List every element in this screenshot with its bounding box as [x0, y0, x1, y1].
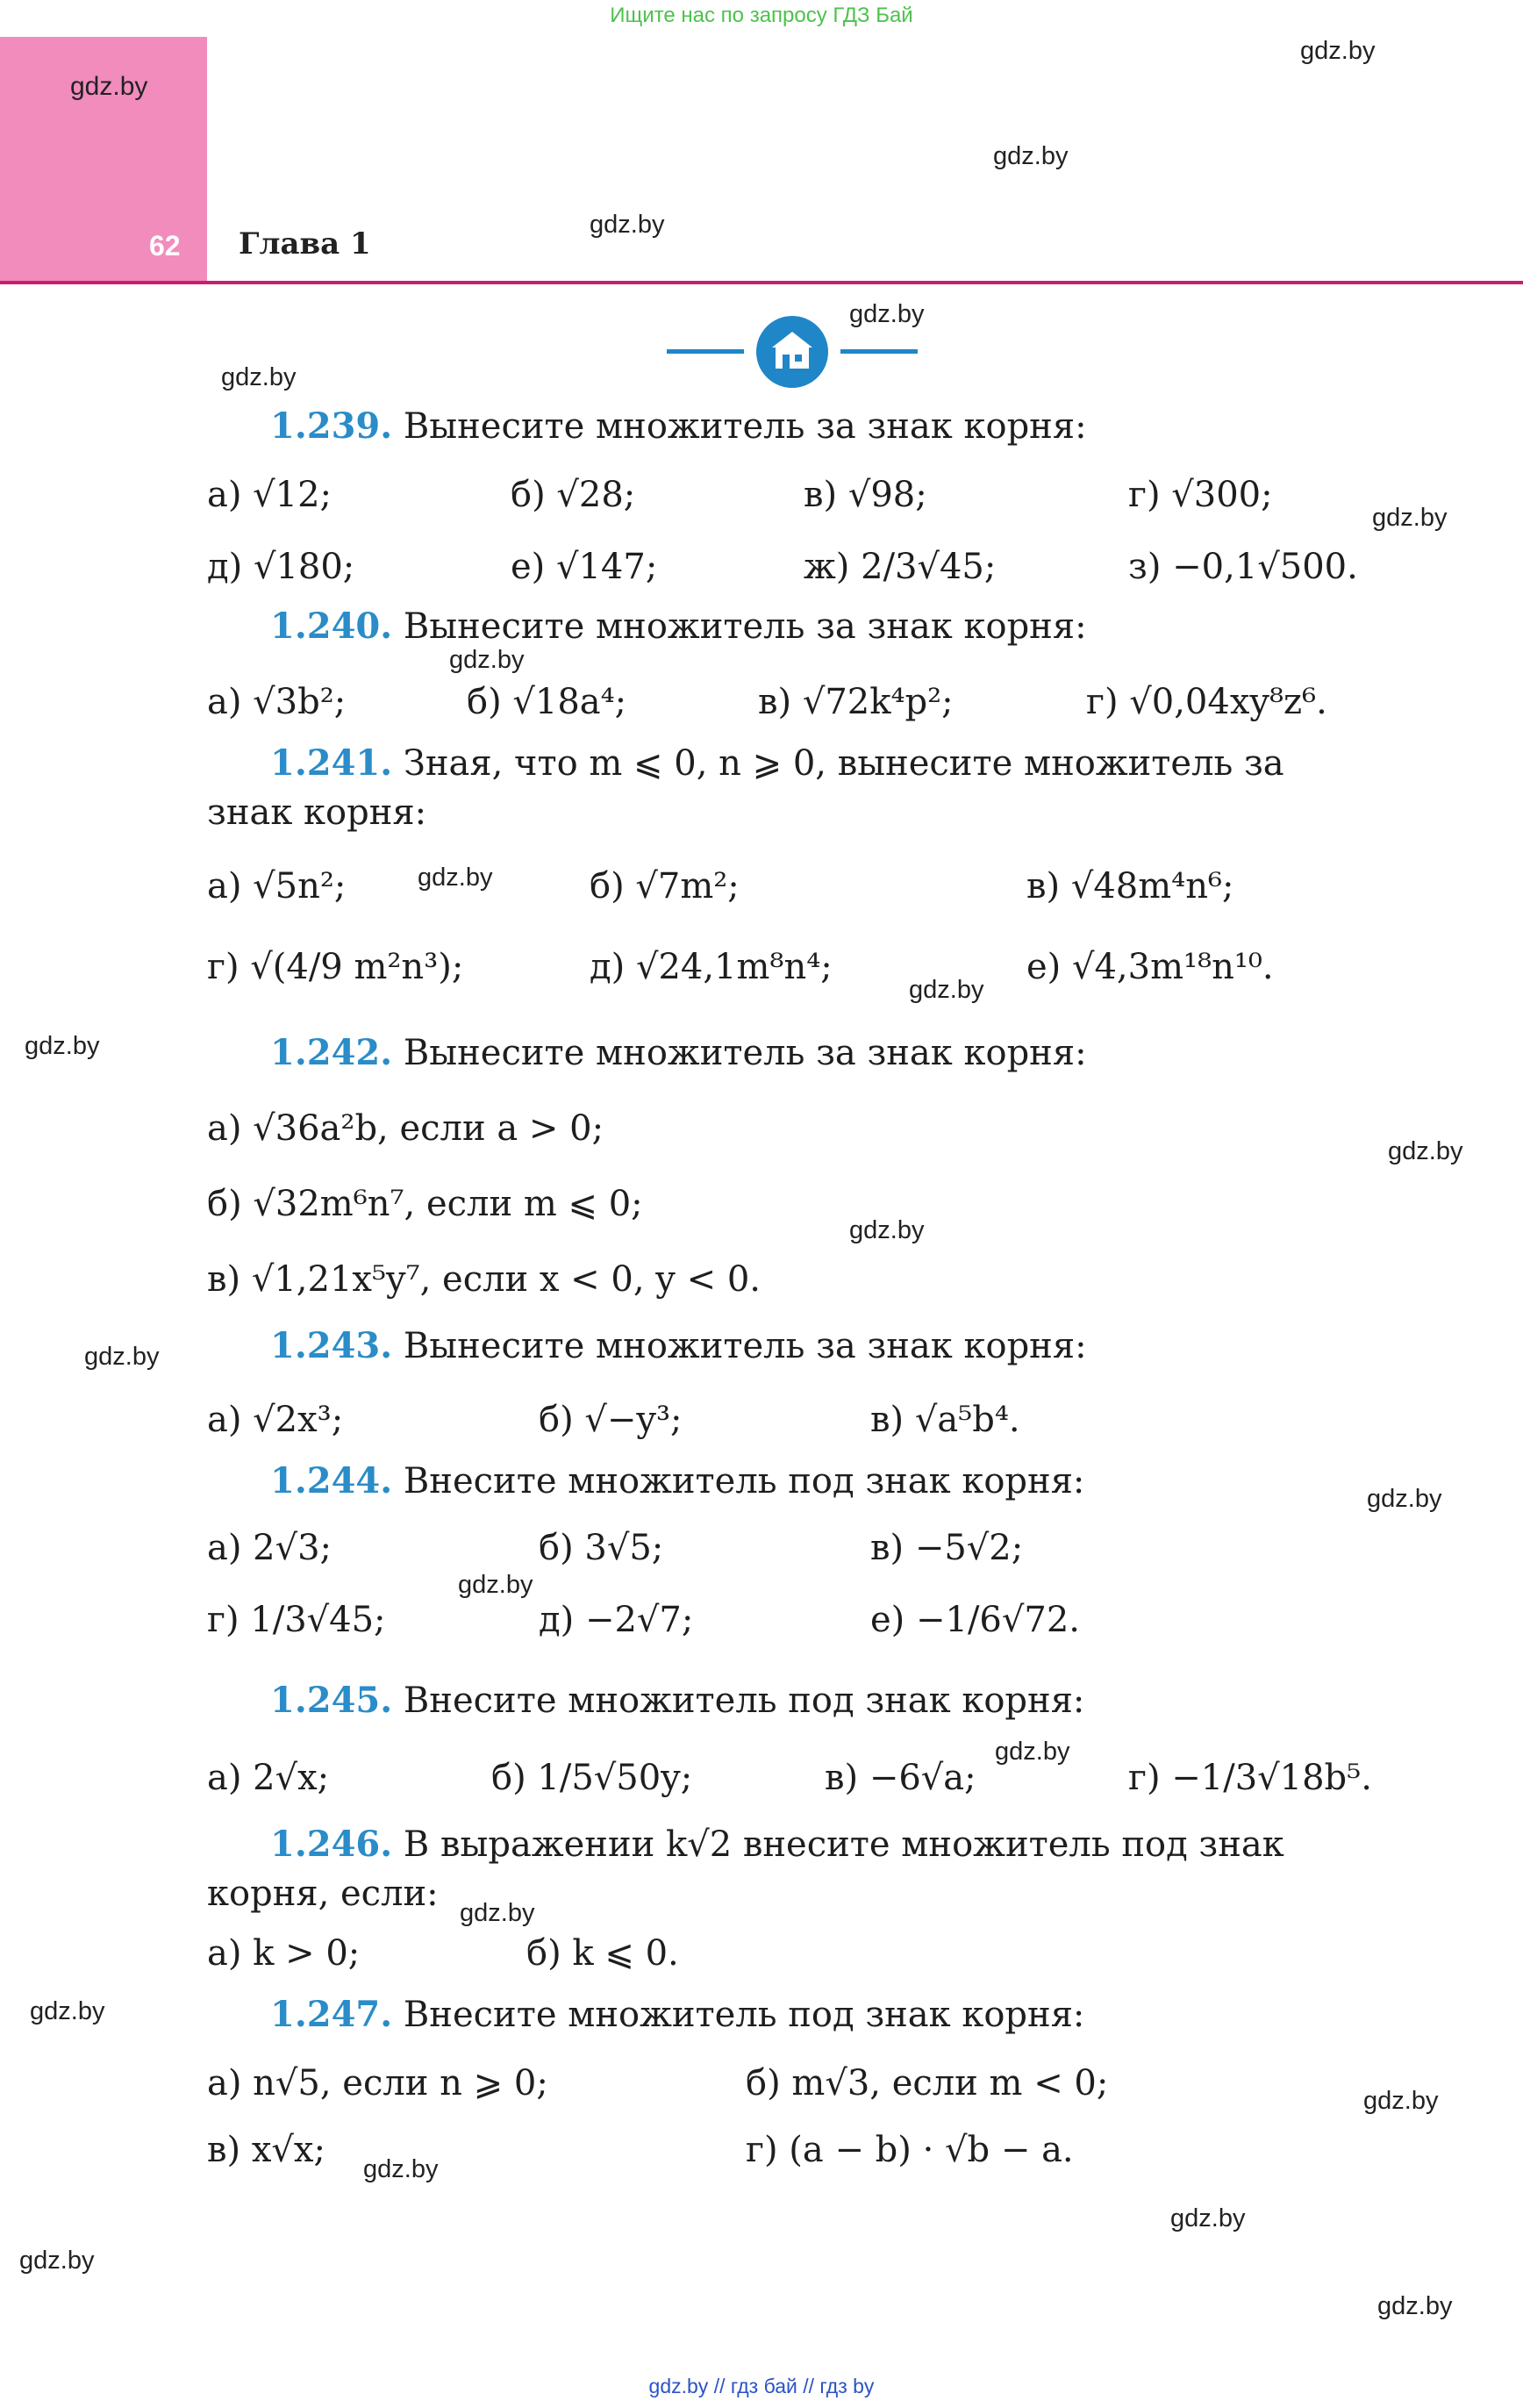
- answer-item: д) √24,1m⁸n⁴;: [590, 947, 833, 987]
- top-banner: Ищите нас по запросу ГДЗ Бай: [610, 4, 913, 27]
- watermark: gdz.by: [458, 1571, 533, 1599]
- answer-item: г) (a − b) · √b − a.: [746, 2130, 1074, 2170]
- watermark: gdz.by: [70, 72, 148, 101]
- exercise-heading: [270, 1992, 1084, 2038]
- exercise-heading: [270, 604, 1087, 649]
- answer-item: а) √3b²;: [207, 682, 347, 722]
- page-tab: [0, 37, 207, 283]
- answer-item: а) n√5, если n ⩾ 0;: [207, 2063, 548, 2103]
- answer-line: б) √32m⁶n⁷, если m ⩽ 0;: [207, 1184, 643, 1224]
- watermark: gdz.by: [19, 2247, 95, 2275]
- watermark: gdz.by: [1372, 504, 1448, 532]
- answer-item: а) √2x³;: [207, 1400, 344, 1440]
- watermark: gdz.by: [849, 300, 925, 328]
- watermark: gdz.by: [1367, 1485, 1442, 1513]
- answer-item: г) −1/3√18b⁵.: [1128, 1758, 1372, 1798]
- answer-item: г) √0,04xy⁸z⁶.: [1086, 682, 1327, 722]
- answer-item: д) −2√7;: [539, 1600, 694, 1640]
- answer-item: б) k ⩽ 0.: [526, 1933, 679, 1974]
- answer-item: з) −0,1√500.: [1128, 547, 1358, 587]
- watermark: gdz.by: [1300, 37, 1376, 65]
- watermark: gdz.by: [993, 142, 1069, 170]
- answer-item: б) √7m²;: [590, 866, 740, 907]
- exercise-heading: [270, 1678, 1084, 1724]
- answer-item: а) 2√3;: [207, 1528, 332, 1568]
- answer-item: а) k > 0;: [207, 1933, 361, 1974]
- page-number: 62: [149, 230, 181, 262]
- exercise-text: Зная, что m ⩽ 0, n ⩾ 0, вынесите множитель за: [403, 743, 1284, 784]
- watermark: gdz.by: [449, 646, 525, 674]
- answer-item: а) 2√x;: [207, 1758, 330, 1798]
- exercise-text: Внесите множитель под знак корня:: [403, 1461, 1085, 1501]
- answer-item: г) √(4/9 m²n³);: [207, 947, 464, 987]
- divider-line: [667, 349, 744, 354]
- answer-item: б) 3√5;: [539, 1528, 664, 1568]
- exercise-number: 1.243.: [270, 1325, 393, 1366]
- exercise-number: 1.244.: [270, 1460, 393, 1501]
- answer-item: б) 1/5√50y;: [491, 1758, 693, 1798]
- answer-line: в) √1,21x⁵y⁷, если x < 0, y < 0.: [207, 1259, 761, 1300]
- exercise-text-continued: корня, если:: [207, 1874, 439, 1914]
- exercise-number: 1.239.: [270, 405, 393, 447]
- answer-item: а) √12;: [207, 475, 332, 515]
- exercise-heading: [270, 741, 1284, 786]
- answer-item: в) √48m⁴n⁶;: [1026, 866, 1234, 907]
- answer-item: б) √28;: [511, 475, 636, 515]
- answer-item: б) √−y³;: [539, 1400, 683, 1440]
- watermark: gdz.by: [418, 864, 493, 892]
- answer-item: д) √180;: [207, 547, 355, 587]
- exercise-heading: [270, 1030, 1087, 1076]
- exercise-text: Вынесите множитель за знак корня:: [403, 406, 1087, 447]
- watermark: gdz.by: [1388, 1137, 1463, 1165]
- watermark: gdz.by: [30, 1997, 105, 2025]
- exercise-number: 1.242.: [270, 1032, 393, 1073]
- watermark: gdz.by: [1170, 2204, 1246, 2232]
- exercise-text: Внесите множитель под знак корня:: [403, 1995, 1085, 2035]
- answer-item: б) m√3, если m < 0;: [746, 2063, 1109, 2103]
- footer-links[interactable]: gdz.by // гдз бай // гдз by: [648, 2375, 875, 2397]
- watermark: gdz.by: [221, 363, 297, 391]
- watermark: gdz.by: [1363, 2087, 1439, 2115]
- exercise-number: 1.247.: [270, 1994, 393, 2035]
- answer-item: е) √4,3m¹⁸n¹⁰.: [1026, 947, 1274, 987]
- watermark: gdz.by: [909, 976, 984, 1004]
- exercise-text: Вынесите множитель за знак корня:: [403, 1326, 1087, 1366]
- answer-item: е) −1/6√72.: [870, 1600, 1080, 1640]
- watermark: gdz.by: [25, 1032, 100, 1060]
- watermark: gdz.by: [460, 1899, 535, 1927]
- exercise-heading: [270, 1458, 1084, 1504]
- answer-line: а) √36a²b, если a > 0;: [207, 1108, 604, 1149]
- home-icon: [756, 316, 828, 388]
- exercise-number: 1.241.: [270, 742, 393, 784]
- answer-item: в) −5√2;: [870, 1528, 1024, 1568]
- watermark: gdz.by: [590, 211, 665, 239]
- answer-item: б) √18a⁴;: [467, 682, 627, 722]
- answer-item: в) √a⁵b⁴.: [870, 1400, 1020, 1440]
- answer-item: в) −6√a;: [825, 1758, 976, 1798]
- watermark: gdz.by: [363, 2155, 439, 2183]
- exercise-text: Внесите множитель под знак корня:: [403, 1681, 1085, 1721]
- header-rule: [0, 281, 1523, 284]
- answer-item: г) 1/3√45;: [207, 1600, 386, 1640]
- exercise-text: В выражении k√2 внесите множитель под знак: [403, 1824, 1284, 1865]
- watermark: gdz.by: [84, 1343, 160, 1371]
- answer-item: в) x√x;: [207, 2130, 325, 2170]
- answer-item: в) √98;: [804, 475, 927, 515]
- divider-line: [840, 349, 918, 354]
- answer-item: ж) 2/3√45;: [804, 547, 997, 587]
- watermark: gdz.by: [1377, 2292, 1453, 2320]
- chapter-title: Глава 1: [239, 226, 371, 262]
- exercise-number: 1.246.: [270, 1824, 393, 1865]
- exercise-heading: [270, 404, 1087, 449]
- answer-item: а) √5n²;: [207, 866, 347, 907]
- answer-item: г) √300;: [1128, 475, 1273, 515]
- exercise-heading: [270, 1323, 1087, 1369]
- exercise-number: 1.245.: [270, 1680, 393, 1721]
- exercise-text: Вынесите множитель за знак корня:: [403, 1033, 1087, 1073]
- exercise-number: 1.240.: [270, 606, 393, 647]
- answer-item: в) √72k⁴p²;: [758, 682, 954, 722]
- watermark: gdz.by: [995, 1738, 1070, 1766]
- watermark: gdz.by: [849, 1216, 925, 1244]
- exercise-heading: [270, 1822, 1284, 1867]
- exercise-text-continued: знак корня:: [207, 792, 427, 833]
- answer-item: е) √147;: [511, 547, 658, 587]
- exercise-text: Вынесите множитель за знак корня:: [403, 606, 1087, 647]
